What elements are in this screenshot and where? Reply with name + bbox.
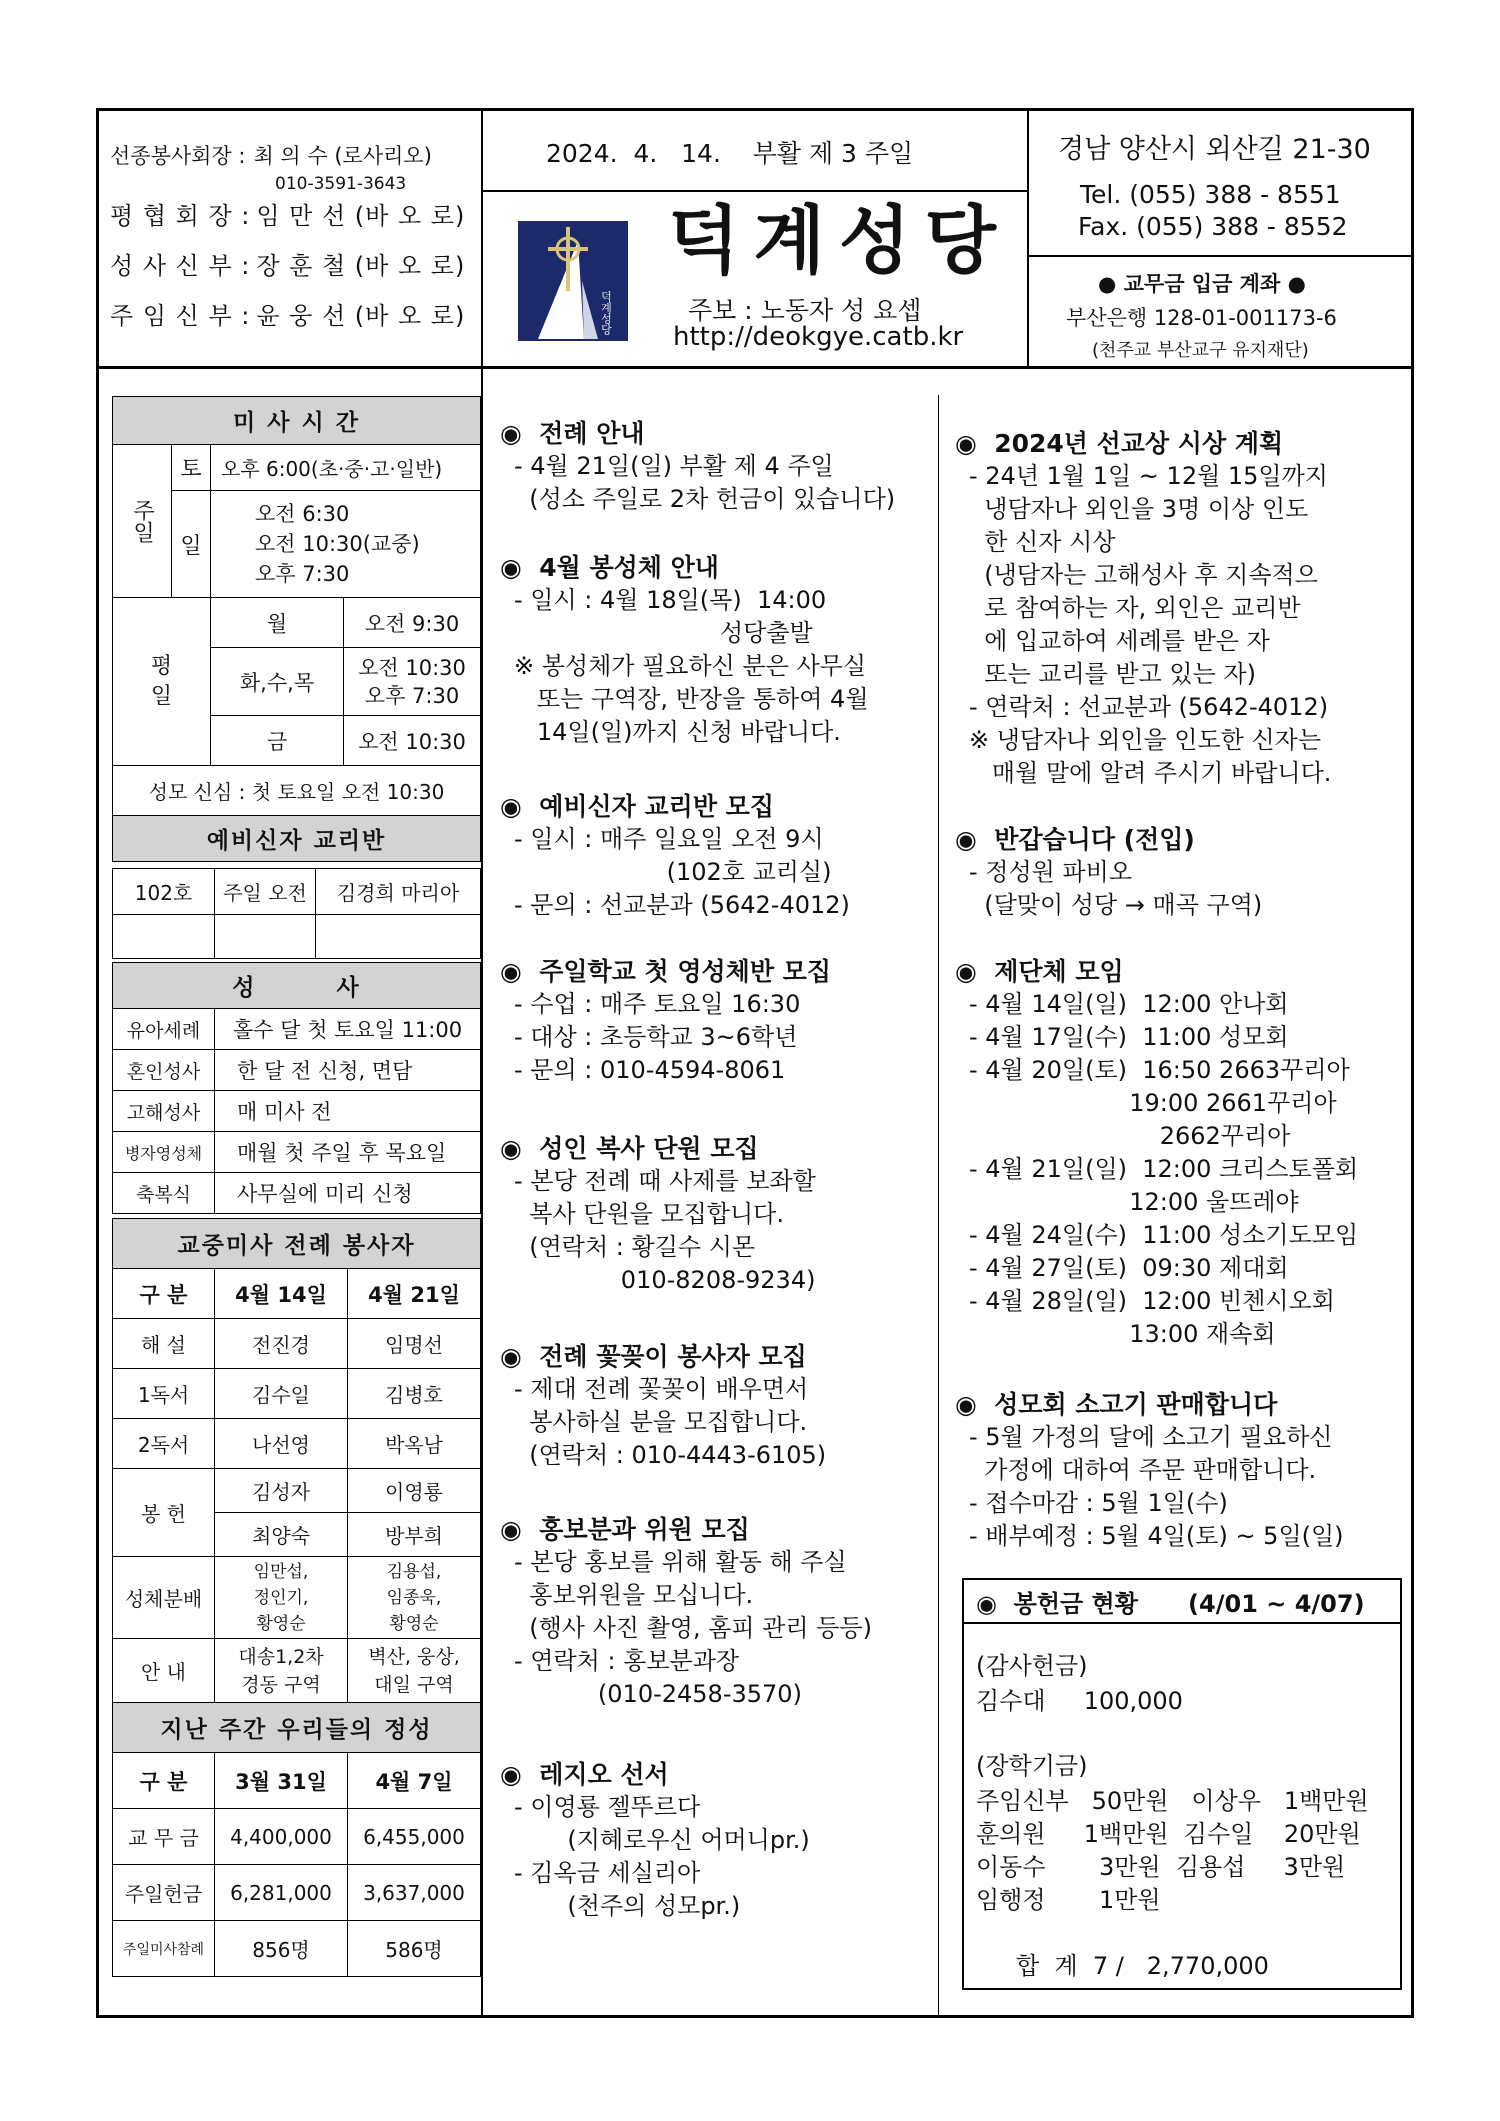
notice-line: 2662꾸리아 bbox=[969, 1122, 1291, 1150]
notice-line: 12:00 울뜨레야 bbox=[969, 1188, 1299, 1216]
catechumen-table bbox=[112, 868, 481, 959]
notice-line: 또는 교리를 받고 있는 자) bbox=[969, 660, 1256, 688]
notice-line: (102호 교리실) bbox=[514, 858, 832, 886]
sacrament-confession: 고해성사 bbox=[113, 1091, 215, 1132]
notice-line: - 24년 1월 1일 ~ 12월 15일까지 bbox=[969, 462, 1328, 490]
notice-line: (달맞이 성당 → 매곡 구역) bbox=[969, 891, 1263, 919]
server-cell: 나선영 bbox=[215, 1419, 348, 1469]
weekday-tue-thu: 화,수,목 bbox=[211, 648, 344, 716]
notice-line: - 접수마감 : 5월 1일(수) bbox=[969, 1489, 1228, 1517]
notice-line: - 4월 21일(일) 부활 제 4 주일 bbox=[514, 452, 834, 480]
catechumen-teacher: 김경희 마리아 bbox=[316, 869, 481, 915]
notice-line: - 4월 21일(일) 12:00 크리스토폴회 bbox=[969, 1155, 1359, 1183]
notice-line: (연락처 : 황길수 시몬 bbox=[514, 1233, 756, 1261]
notice-line: (행사 사진 촬영, 홈피 관리 등등) bbox=[514, 1614, 872, 1642]
notice-section bbox=[500, 552, 869, 749]
notice-title: ◉ 반갑습니다 (전입) bbox=[955, 825, 1195, 854]
notice-line: - 문의 : 선교분과 (5642-4012) bbox=[514, 891, 850, 919]
sat-label: 토 bbox=[172, 445, 211, 491]
notice-line: 010-8208-9234) bbox=[514, 1266, 816, 1294]
weekday-mon-time: 오전 9:30 bbox=[344, 598, 481, 648]
col-divider-2 bbox=[938, 395, 939, 2017]
donation-total: 합 계 7 / 2,770,000 bbox=[1016, 1952, 1269, 1980]
sun-label: 일 bbox=[172, 491, 211, 598]
notice-title: ◉ 성모회 소고기 판매합니다 bbox=[955, 1390, 1278, 1419]
patron-saint: 주보 : 노동자 성 요셉 bbox=[688, 296, 922, 325]
mass-times-table bbox=[112, 396, 481, 862]
notice-line: - 4월 28일(일) 12:00 빈첸시오회 bbox=[969, 1287, 1335, 1315]
notice-line: - 제대 전례 꽃꽂이 배우면서 bbox=[514, 1375, 809, 1403]
server-row: 1독서 bbox=[113, 1369, 215, 1419]
notice-line: ※ 봉성체가 필요하신 분은 사무실 bbox=[514, 652, 867, 680]
server-cell: 임만섭, 정인기, 황영순 bbox=[215, 1557, 348, 1639]
offering-cell: 3,637,000 bbox=[348, 1865, 481, 1921]
logo-text: 덕계성당 bbox=[599, 291, 613, 335]
notice-title: ◉ 제단체 모임 bbox=[955, 957, 1124, 986]
notice-title: ◉ 2024년 선교상 시상 계획 bbox=[955, 429, 1284, 458]
server-row: 2독서 bbox=[113, 1419, 215, 1469]
server-cell: 박옥남 bbox=[348, 1419, 481, 1469]
sacrament-baptism-info: 홀수 달 첫 토요일 11:00 bbox=[215, 1009, 481, 1050]
notice-line: - 본당 전례 때 사제를 보좌할 bbox=[514, 1167, 816, 1195]
notice-line: - 4월 27일(토) 09:30 제대회 bbox=[969, 1254, 1289, 1282]
officer-phone: 010-3591-3643 bbox=[275, 174, 407, 194]
notice-line: - 4월 24일(수) 11:00 성소기도모임 bbox=[969, 1221, 1359, 1249]
sacraments-title: 성 사 bbox=[113, 963, 481, 1009]
eucharist-label: 성체분배 bbox=[113, 1557, 215, 1639]
server-cell: 전진경 bbox=[215, 1319, 348, 1369]
sacrament-blessing: 축복식 bbox=[113, 1173, 215, 1214]
scholar-label: (장학기금) bbox=[976, 1752, 1088, 1780]
server-cell: 최양숙 bbox=[215, 1513, 348, 1557]
sat-time: 오후 6:00(초·중·고·일반) bbox=[211, 445, 481, 491]
notice-section bbox=[500, 791, 850, 922]
notice-line: - 이영룡 젤뚜르다 bbox=[514, 1793, 701, 1821]
offering-cell: 856명 bbox=[215, 1921, 348, 1977]
scholar-line: 주임신부 50만원 이상우 1백만원 bbox=[976, 1787, 1369, 1815]
scholar-line: 훈의원 1백만원 김수일 20만원 bbox=[976, 1820, 1361, 1848]
tel: Tel. (055) 388 - 8551 bbox=[1080, 180, 1341, 209]
server-cell: 김성자 bbox=[215, 1469, 348, 1513]
address-divider bbox=[1027, 255, 1414, 257]
notice-line: - 대상 : 초등학교 3~6학년 bbox=[514, 1023, 798, 1051]
church-name: 덕계성당 bbox=[668, 198, 1010, 284]
notice-line: - 김옥금 세실리아 bbox=[514, 1859, 701, 1887]
mary-devotion: 성모 신심 : 첫 토요일 오전 10:30 bbox=[113, 766, 481, 816]
notice-line: (천주의 성모pr.) bbox=[514, 1892, 741, 1920]
notice-line: (지혜로우신 어머니pr.) bbox=[514, 1826, 810, 1854]
notice-title: ◉ 전례 안내 bbox=[500, 419, 645, 448]
servers-h1: 4월 14일 bbox=[215, 1269, 348, 1319]
notice-line: - 수업 : 매주 토요일 16:30 bbox=[514, 990, 801, 1018]
notice-line: - 본당 홍보를 위해 활동 해 주실 bbox=[514, 1548, 847, 1576]
offering-cell: 6,455,000 bbox=[348, 1809, 481, 1865]
server-cell: 김수일 bbox=[215, 1369, 348, 1419]
donation-title: ◉ 봉헌금 현황 (4/01 ~ 4/07) bbox=[976, 1590, 1365, 1618]
notice-section bbox=[500, 1133, 816, 1297]
notice-title: ◉ 홍보분과 위원 모집 bbox=[500, 1515, 750, 1544]
header-divider bbox=[96, 366, 1414, 369]
notice-section bbox=[500, 1514, 872, 1711]
notice-section bbox=[955, 1389, 1344, 1553]
notice-line: - 일시 : 매주 일요일 오전 9시 bbox=[514, 825, 824, 853]
catechumen-room: 102호 bbox=[113, 869, 215, 915]
date-line: 2024. 4. 14. 부활 제 3 주일 bbox=[546, 139, 914, 168]
offering-label: 봉 헌 bbox=[113, 1469, 215, 1557]
notice-title: ◉ 성인 복사 단원 모집 bbox=[500, 1134, 759, 1163]
notice-line: 13:00 재속회 bbox=[969, 1320, 1276, 1348]
catechumen-time: 주일 오전 bbox=[215, 869, 316, 915]
server-cell: 방부희 bbox=[348, 1513, 481, 1557]
website-link[interactable]: http://deokgye.catb.kr bbox=[673, 322, 964, 352]
notice-line: - 4월 17일(수) 11:00 성모회 bbox=[969, 1023, 1289, 1051]
officer-3: 성 사 신 부 : 장 훈 철 (바 오 로) bbox=[110, 252, 466, 280]
sacrament-sick: 병자영성체 bbox=[113, 1132, 215, 1173]
officer-4: 주 임 신 부 : 윤 웅 선 (바 오 로) bbox=[110, 302, 466, 330]
notice-line: 봉사하실 분을 모집합니다. bbox=[514, 1408, 808, 1436]
notice-line: 가정에 대하여 주문 판매합니다. bbox=[969, 1456, 1317, 1484]
account-holder: (천주교 부산교구 유지재단) bbox=[1092, 340, 1309, 361]
servers-table bbox=[112, 1218, 481, 1977]
notice-title: ◉ 레지오 선서 bbox=[500, 1760, 669, 1789]
date-divider bbox=[481, 190, 1027, 192]
servers-title: 교중미사 전례 봉사자 bbox=[113, 1219, 481, 1269]
notice-section bbox=[500, 418, 895, 516]
notice-line: 복사 단원을 모집합니다. bbox=[514, 1200, 784, 1228]
offering-cell: 4,400,000 bbox=[215, 1809, 348, 1865]
notice-section bbox=[500, 956, 831, 1087]
notice-title: ◉ 전례 꽃꽂이 봉사자 모집 bbox=[500, 1342, 807, 1371]
weekday-fri: 금 bbox=[211, 716, 344, 766]
server-cell: 김용섭, 임종욱, 황영순 bbox=[348, 1557, 481, 1639]
notice-section bbox=[500, 1759, 810, 1923]
notice-line: ※ 냉담자나 외인을 인도한 신자는 bbox=[969, 726, 1322, 754]
weekday-label: 평일 bbox=[113, 598, 211, 766]
servers-h2: 4월 21일 bbox=[348, 1269, 481, 1319]
weekday-tue-thu-time: 오전 10:30 오후 7:30 bbox=[344, 648, 481, 716]
thanks-line: 김수대 100,000 bbox=[976, 1687, 1183, 1715]
offerings-h0: 구 분 bbox=[113, 1753, 215, 1809]
sacraments-table bbox=[112, 962, 481, 1214]
server-cell: 대송1,2차 경동 구역 bbox=[215, 1639, 348, 1703]
sacrament-marriage-info: 한 달 전 신청, 면담 bbox=[215, 1050, 481, 1091]
notice-line: 매월 말에 알려 주시기 바랍니다. bbox=[969, 759, 1332, 787]
notice-line: - 4월 20일(토) 16:50 2663꾸리아 bbox=[969, 1056, 1350, 1084]
server-cell: 김병호 bbox=[348, 1369, 481, 1419]
account-number: 부산은행 128-01-001173-6 bbox=[1066, 306, 1337, 330]
notice-title: ◉ 4월 봉성체 안내 bbox=[500, 553, 719, 582]
notice-section bbox=[955, 824, 1262, 922]
sunday-label: 주일 bbox=[113, 445, 172, 598]
servers-h0: 구 분 bbox=[113, 1269, 215, 1319]
notice-line: 냉담자나 외인을 3명 이상 인도 bbox=[969, 495, 1309, 523]
offering-row: 교 무 금 bbox=[113, 1809, 215, 1865]
notice-line: - 연락처 : 선교분과 (5642-4012) bbox=[969, 693, 1329, 721]
notice-section bbox=[500, 1341, 826, 1472]
mass-title: 미 사 시 간 bbox=[113, 397, 481, 445]
notice-section bbox=[955, 956, 1358, 1351]
header-vline-left bbox=[481, 108, 483, 368]
notice-line: 성당출발 bbox=[514, 619, 813, 647]
notice-line: 로 참여하는 자, 외인은 교리반 bbox=[969, 594, 1301, 622]
notice-line: 에 입교하여 세례를 받은 자 bbox=[969, 627, 1270, 655]
server-cell: 벽산, 웅상, 대일 구역 bbox=[348, 1639, 481, 1703]
notice-title: ◉ 주일학교 첫 영성체반 모집 bbox=[500, 957, 831, 986]
logo-emblem bbox=[518, 221, 628, 341]
scholar-line: 이동수 3만원 김용섭 3만원 bbox=[976, 1853, 1346, 1881]
notice-title: ◉ 예비신자 교리반 모집 bbox=[500, 792, 774, 821]
fax: Fax. (055) 388 - 8552 bbox=[1078, 212, 1348, 241]
offering-row: 주일헌금 bbox=[113, 1865, 215, 1921]
donation-divider bbox=[962, 1622, 1402, 1624]
notice-line: (연락처 : 010-4443-6105) bbox=[514, 1441, 827, 1469]
account-title: ● 교무금 입금 계좌 ● bbox=[1098, 272, 1306, 296]
scholar-line: 임행정 1만원 bbox=[976, 1886, 1161, 1914]
notice-line: 홍보위원을 모십니다. bbox=[514, 1581, 754, 1609]
officer-2: 평 협 회 장 : 임 만 선 (바 오 로) bbox=[110, 202, 466, 230]
notice-line: - 일시 : 4월 18일(목) 14:00 bbox=[514, 586, 827, 614]
address: 경남 양산시 외산길 21-30 bbox=[1058, 134, 1371, 165]
notice-line: - 문의 : 010-4594-8061 bbox=[514, 1056, 786, 1084]
sun-times: 오전 6:30 오전 10:30(교중) 오후 7:30 bbox=[211, 491, 481, 598]
officer-1: 선종봉사회장 : 최 의 수 (로사리오) bbox=[110, 144, 432, 168]
offering-row: 주일미사참례 bbox=[113, 1921, 215, 1977]
sacrament-marriage: 혼인성사 bbox=[113, 1050, 215, 1091]
notice-line: 또는 구역장, 반장을 통하여 4월 bbox=[514, 685, 869, 713]
notice-line: (성소 주일로 2차 헌금이 있습니다) bbox=[514, 485, 896, 513]
header-vline-right bbox=[1027, 108, 1029, 368]
notice-line: - 연락처 : 홍보분과장 bbox=[514, 1647, 740, 1675]
server-row: 해 설 bbox=[113, 1319, 215, 1369]
church-logo bbox=[518, 221, 628, 341]
notice-line: - 5월 가정의 달에 소고기 필요하신 bbox=[969, 1423, 1333, 1451]
notice-line: 14일(일)까지 신청 바랍니다. bbox=[514, 718, 841, 746]
notice-section bbox=[955, 428, 1331, 790]
offerings-h2: 4월 7일 bbox=[348, 1753, 481, 1809]
weekday-fri-time: 오전 10:30 bbox=[344, 716, 481, 766]
offerings-title: 지난 주간 우리들의 정성 bbox=[113, 1703, 481, 1753]
sacrament-baptism: 유아세례 bbox=[113, 1009, 215, 1050]
server-cell: 이영룡 bbox=[348, 1469, 481, 1513]
offerings-h1: 3월 31일 bbox=[215, 1753, 348, 1809]
catechumen-title: 예비신자 교리반 bbox=[113, 816, 481, 862]
weekday-mon: 월 bbox=[211, 598, 344, 648]
col-divider-1 bbox=[481, 369, 483, 2018]
notice-line: - 4월 14일(일) 12:00 안나회 bbox=[969, 990, 1289, 1018]
donation-box bbox=[962, 1578, 1402, 1990]
notice-line: 한 신자 시상 bbox=[969, 528, 1116, 556]
notice-line: 19:00 2661꾸리아 bbox=[969, 1089, 1337, 1117]
sacrament-confession-info: 매 미사 전 bbox=[215, 1091, 481, 1132]
thanks-label: (감사헌금) bbox=[976, 1652, 1088, 1680]
sacrament-blessing-info: 사무실에 미리 신청 bbox=[215, 1173, 481, 1214]
notice-line: (010-2458-3570) bbox=[514, 1680, 802, 1708]
guide-label: 안 내 bbox=[113, 1639, 215, 1703]
notice-line: (냉담자는 고해성사 후 지속적으 bbox=[969, 561, 1318, 589]
offering-cell: 6,281,000 bbox=[215, 1865, 348, 1921]
sacrament-sick-info: 매월 첫 주일 후 목요일 bbox=[215, 1132, 481, 1173]
notice-line: - 배부예정 : 5월 4일(토) ~ 5일(일) bbox=[969, 1522, 1344, 1550]
notice-line: - 정성원 파비오 bbox=[969, 858, 1133, 886]
offering-cell: 586명 bbox=[348, 1921, 481, 1977]
server-cell: 임명선 bbox=[348, 1319, 481, 1369]
